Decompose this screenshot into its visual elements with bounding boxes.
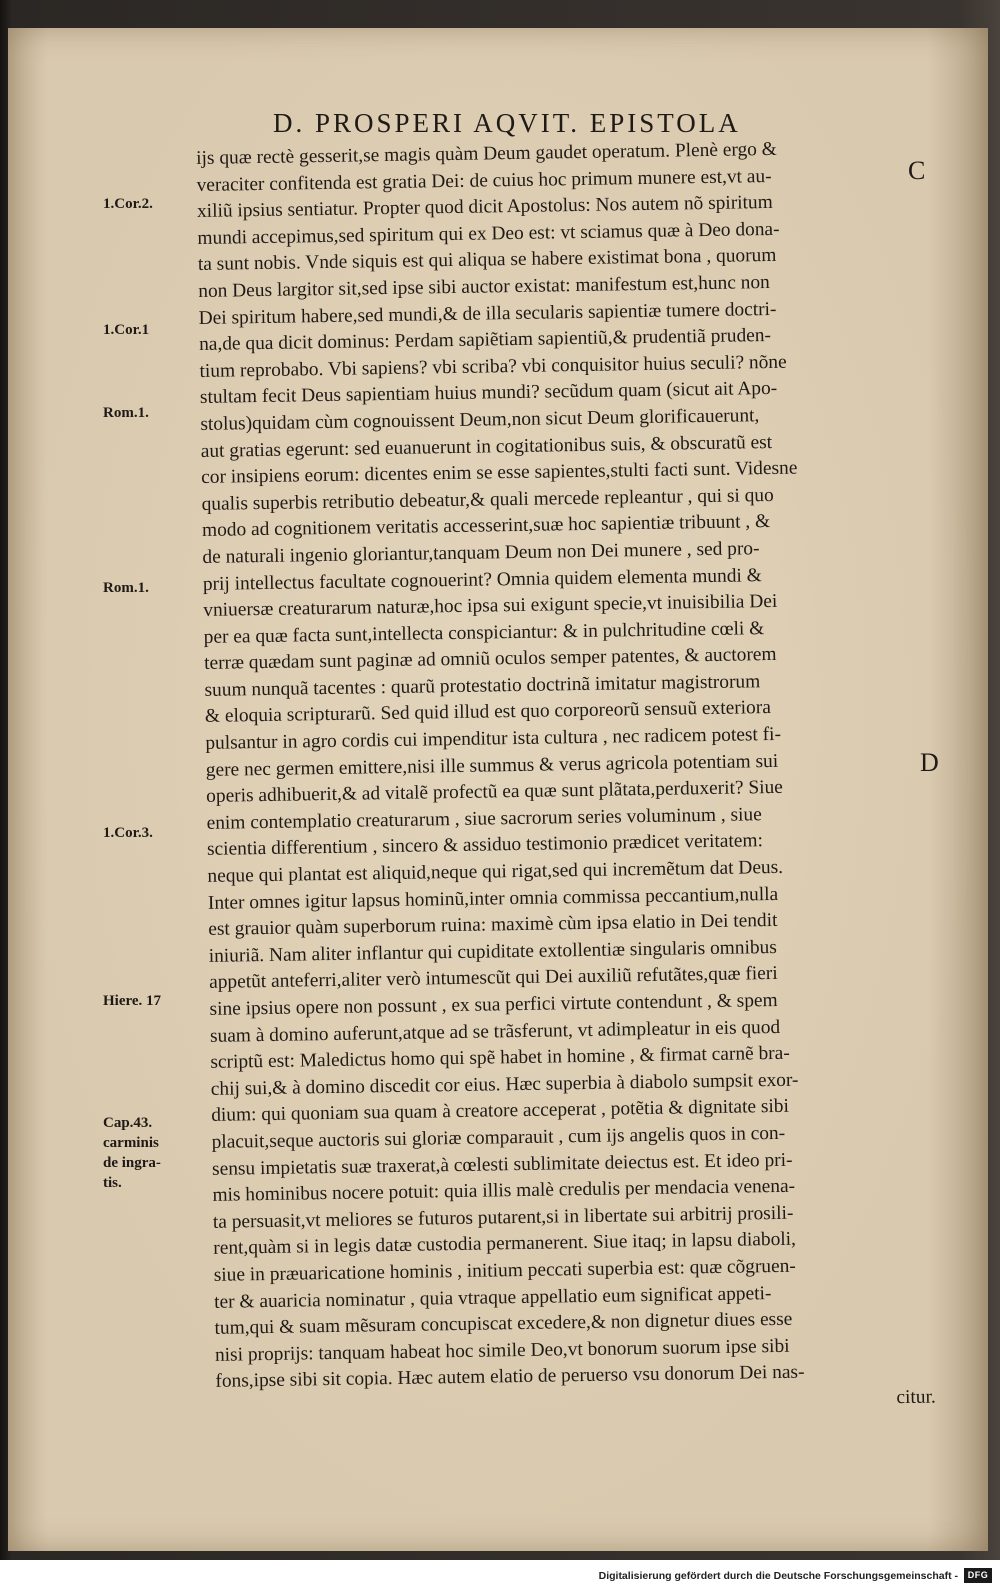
text-line: ta persuasit,vt meliores se futuros putarent,si in libertate sui arbitrij prosili- <box>212 1202 794 1233</box>
margin-note: carminis <box>103 1135 159 1151</box>
text-line: citur. <box>896 1386 936 1409</box>
body-text <box>196 135 936 1423</box>
margin-note: 1.Cor.1 <box>103 322 150 338</box>
section-letter-d: D <box>920 748 939 777</box>
text-line: gere nec germen emittere,nisi ille summus & verus agricola potentiam sui <box>205 750 779 781</box>
margin-note: Cap.43. <box>103 1115 153 1131</box>
text-line: na,de qua dicit dominus: Perdam sapiẽtiam sapientiũ,& prudentiã pruden- <box>198 325 772 356</box>
text-line: Inter omnes igitur lapsus hominũ,inter omnia commissa peccantium,nulla <box>207 883 779 914</box>
footer-bar <box>0 1560 1000 1591</box>
text-line: ter & auaricia nominatur , quia vtraque appellatio eum significat appeti- <box>213 1282 772 1313</box>
text-line: suum nunquã tacentes : quarũ protestatio doctrinã imitatur magistrorum <box>204 671 761 701</box>
text-line: modo ad cognitionem veritatis accesserint,suæ hoc sapientiæ tribuunt , & <box>201 511 771 542</box>
text-line: dium: qui quoniam sua quam à creatore acceperat , potẽtia & dignitate sibi <box>211 1096 790 1127</box>
text-line: xiliũ ipsius sentiatur. Propter quod dicit Apostolus: Nos autem nõ spiritum <box>196 192 773 223</box>
margin-note: 1.Cor.3. <box>103 825 153 841</box>
text-line: stolus)quidam cùm cognouissent Deum,non sicut Deum glorificauerunt, <box>200 405 760 435</box>
margin-note: Rom.1. <box>103 405 149 421</box>
text-line: pulsantur in agro cordis cui impenditur ista cultura , nec radicem potest fi- <box>205 723 782 754</box>
text-line: appetũt anteferri,aliter verò intumescũt qui Dei auxiliũ refutãtes,quæ fieri <box>208 963 778 994</box>
text-line: siue in præuaricatione hominis , initium peccati superbia est: quæ cõgruen- <box>213 1255 796 1286</box>
text-line: est grauior quàm superborum ruina: maximè cùm ipsa elatio in Dei tendit <box>208 910 778 941</box>
text-line: non Deus largitor sit,sed ipse sibi auctor existat: manifestum est,hunc non <box>198 271 770 302</box>
running-head: D. PROSPERI AQVIT. EPISTOLA <box>273 108 741 138</box>
text-line: tum,qui & suam mẽsuram concupiscat excedere,& non dignetur diues esse <box>214 1308 793 1339</box>
text-line: de naturali ingenio gloriantur,tanquam Deum non Dei munere , sed pro- <box>202 538 760 568</box>
text-line: aut gratias egerunt: sed euanuerunt in cogitationibus suis, & obscuratũ est <box>200 431 773 462</box>
text-line: ta sunt nobis. Vnde siquis est qui aliqua se habere existimat bona , quorum <box>197 245 777 276</box>
text-line: operis adhibuerit,& ad vitalẽ profectũ ea quæ sunt plãtata,perduxerit? Siue <box>206 777 784 808</box>
text-line: stultam fecit Deus sapientiam huius mundi? secũdum quam (sicut ait Apo- <box>199 378 778 409</box>
text-line: qualis superbis retributio debeatur,& quali mercede repleantur , qui si quo <box>201 484 774 515</box>
dfg-logo: DFG <box>964 1568 992 1583</box>
text-line: scientia differentium , sincero & assiduo testimonio prædicet veritatem: <box>206 830 764 861</box>
margin-note: de ingra- <box>103 1155 161 1171</box>
margin-note: 1.Cor.2. <box>103 196 153 212</box>
text-line: terræ quædam sunt paginæ ad omniũ oculos semper patentes, & auctorem <box>203 644 777 675</box>
section-letter-c: C <box>908 156 926 185</box>
text-line: suam à domino auferunt,atque ad se trãsferunt, vt adimpleatur in eis quod <box>209 1016 781 1047</box>
funding-credit: Digitalisierung gefördert durch die Deutsche Forschungsgemeinschaft - <box>598 1570 958 1582</box>
text-line: mis hominibus nocere potuit: quia illis malè credulis per mendacia venena- <box>212 1175 796 1207</box>
text-line: neque qui plantat est aliquid,neque qui rigat,sed qui incremẽtum dat Deus. <box>207 856 784 887</box>
margin-note: tis. <box>103 1175 122 1191</box>
text-line: mundi accepimus,sed spiritum qui ex Deo est: vt sciamus quæ à Deo dona- <box>197 218 780 249</box>
margin-note: Rom.1. <box>103 580 149 596</box>
text-line: sensu impietatis suæ traxerat,à cœlesti sublimitate deiectus est. Et ideo pri- <box>211 1149 793 1180</box>
text-line: ijs quæ rectè gesserit,se magis quàm Deum gaudet operatum. Plenè ergo & <box>196 138 777 169</box>
text-line: placuit,seque auctoris sui gloriæ comparauit , cum ijs angelis quos in con- <box>211 1122 786 1153</box>
text-line: veraciter confitenda est gratia Dei: de cuius hoc primum munere est,vt au- <box>196 165 772 196</box>
text-line: nisi proprijs: tanquam habeat hoc simile Deo,vt bonorum suorum ipse sibi <box>214 1335 790 1366</box>
text-line: rent,quàm si in legis datæ custodia permanerent. Siue itaq; in lapsu diaboli, <box>213 1229 797 1260</box>
text-line: per ea quæ facta sunt,intellecta conspiciantur: & in pulchritudine cœli & <box>203 617 765 648</box>
text-line: scriptũ est: Maledictus homo qui spẽ habet in homine , & firmat carnẽ bra- <box>210 1042 790 1074</box>
text-line: chij sui,& à domino discedit cor eius. Hæc superbia à diabolo sumpsit exor- <box>210 1069 799 1100</box>
margin-note: Hiere. 17 <box>103 993 162 1009</box>
text-line: & eloquia scripturarũ. Sed quid illud est quo corporeorũ sensuũ exteriora <box>204 697 772 728</box>
text-line: fons,ipse sibi sit copia. Hæc autem elatio de peruerso vsu donorum Dei nas- <box>215 1361 805 1393</box>
text-line: cor insipiens eorum: dicentes enim se esse sapientes,stulti facti sunt. Videsne <box>201 457 798 489</box>
text-line: tium reprobabo. Vbi sapiens? vbi scriba? vbi conquisitor huius seculi? nõne <box>199 351 787 382</box>
text-line: iniuriã. Nam aliter inflantur qui cupiditate extollentiæ singularis omnibus <box>208 936 777 967</box>
text-line: prij intellectus facultate cognouerint? Omnia quidem elementa mundi & <box>202 564 762 595</box>
book-page <box>8 28 988 1551</box>
text-line: Dei spiritum habere,sed mundi,& de illa secularis sapientiæ tumere doctri- <box>198 298 777 329</box>
text-line: enim contemplatio creaturarum , siue sacrorum series voluminum , siue <box>206 804 762 834</box>
text-line: vniuersæ creaturarum naturæ,hoc ipsa sui exigunt specie,vt inuisibilia Dei <box>203 591 778 622</box>
text-line: sine ipsius opere non possunt , ex sua perfici virtute contendunt , & spem <box>209 989 778 1020</box>
